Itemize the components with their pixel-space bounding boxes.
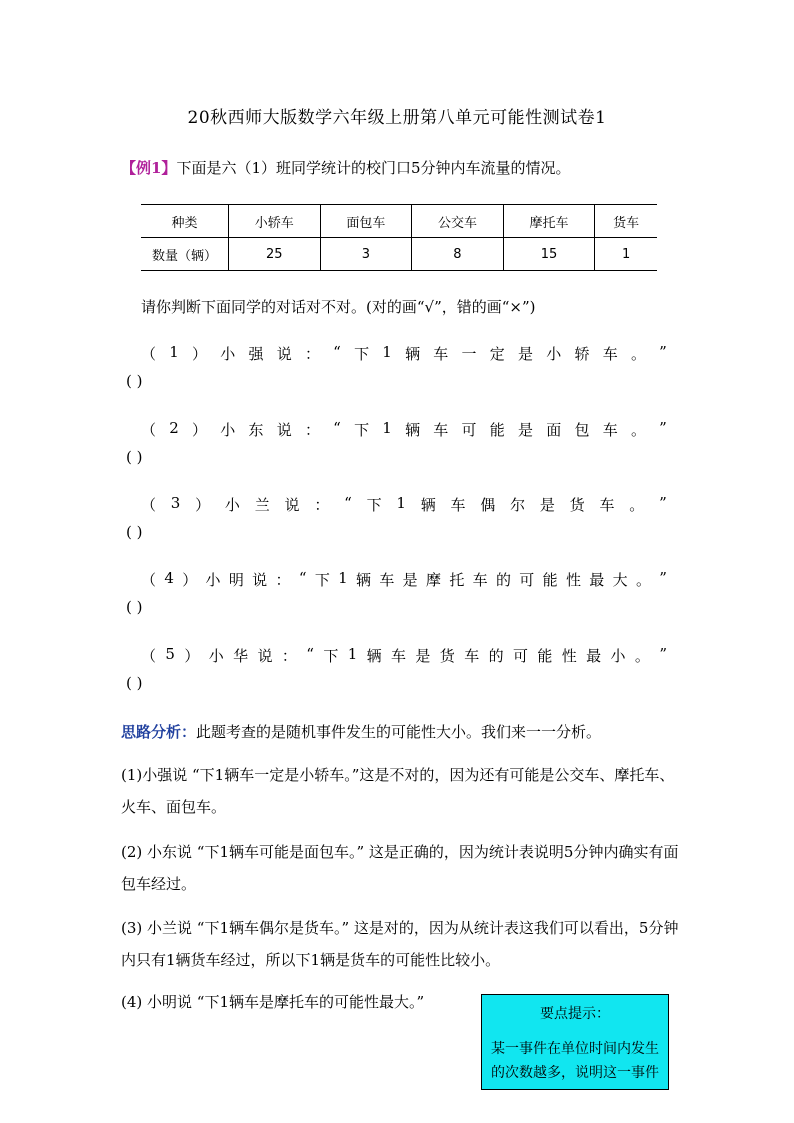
question-char: 。 <box>634 647 650 665</box>
example-tag: 【例1】 <box>121 159 177 177</box>
question-1 <box>141 343 667 364</box>
table-header-cell: 公交车 <box>412 205 504 238</box>
question-char: 是 <box>539 496 555 514</box>
question-char: ： <box>275 571 291 589</box>
traffic-table <box>141 204 657 271</box>
question-char: 辆 <box>356 571 372 589</box>
example-line <box>121 157 571 178</box>
question-char: ” <box>659 343 667 361</box>
question-char: 1 <box>169 343 179 361</box>
question-char: 辆 <box>405 345 421 363</box>
question-char: 。 <box>630 345 646 363</box>
question-char: 小 <box>208 647 224 665</box>
question-char: 2 <box>169 419 179 437</box>
answer-paren-1[interactable]: ( ) <box>126 372 143 390</box>
question-char: 。 <box>630 421 646 439</box>
question-char: 小 <box>205 571 221 589</box>
question-char: 一 <box>461 345 477 363</box>
question-char: 可 <box>461 421 477 439</box>
question-char: 明 <box>228 571 244 589</box>
question-char: 的 <box>495 571 511 589</box>
question-char: 定 <box>489 345 505 363</box>
question-char: 车 <box>379 571 395 589</box>
table-cell: 25 <box>229 238 321 271</box>
question-char: 4 <box>164 569 174 587</box>
question-char: ” <box>659 569 667 587</box>
question-char: 车 <box>464 647 480 665</box>
question-char: ： <box>281 647 297 665</box>
question-char: 东 <box>248 421 264 439</box>
question-char: 车 <box>599 496 615 514</box>
question-char: 车 <box>450 496 466 514</box>
answer-paren-3[interactable]: ( ) <box>126 523 143 541</box>
question-char: 1 <box>338 569 348 587</box>
question-char: ” <box>659 419 667 437</box>
question-char: “ <box>333 419 341 437</box>
table-cell: 15 <box>503 238 595 271</box>
question-char: ） <box>184 647 200 665</box>
table-cell: 数量（辆） <box>141 238 229 271</box>
key-point-box <box>481 994 669 1090</box>
table-cell: 3 <box>320 238 412 271</box>
question-char: 轿 <box>574 345 590 363</box>
question-char: 包 <box>574 421 590 439</box>
question-5 <box>141 645 667 666</box>
table-header-cell: 种类 <box>141 205 229 238</box>
question-char: 能 <box>537 647 553 665</box>
analysis-heading <box>121 721 601 742</box>
tip-body: 某一事件在单位时间内发生的次数越多，说明这一事件 <box>491 1041 659 1081</box>
question-char: 说 <box>284 496 300 514</box>
instruction-prompt: 请你判断下面同学的对话对不对。(对的画“√”，错的画“×”) <box>141 298 536 316</box>
question-char: 偶 <box>480 496 496 514</box>
question-char: （ <box>141 647 157 665</box>
table-header-cell: 小轿车 <box>229 205 321 238</box>
question-char: “ <box>298 569 307 587</box>
tip-title: 要点提示： <box>540 1006 610 1022</box>
question-char: 说 <box>276 345 292 363</box>
question-char: 是 <box>415 647 431 665</box>
question-char: ） <box>195 496 211 514</box>
question-char: 最 <box>589 571 605 589</box>
question-char: ） <box>182 571 198 589</box>
question-char: （ <box>141 571 157 589</box>
question-char: 下 <box>314 571 330 589</box>
analysis-paragraph-4: (4) 小明说 “下1辆车是摩托车的可能性最大。” <box>121 993 425 1011</box>
analysis-paragraph-2: (2) 小东说 “下1辆车可能是面包车。” 这是正确的，因为统计表说明5分钟内确实有面包车经过。 <box>121 843 679 893</box>
question-char: 强 <box>248 345 264 363</box>
page-title: 20秋西师大版数学六年级上册第八单元可能性测试卷1 <box>187 108 607 128</box>
question-char: 下 <box>366 496 382 514</box>
question-char: 尔 <box>510 496 526 514</box>
question-char: 1 <box>382 419 392 437</box>
question-char: 说 <box>257 647 273 665</box>
question-char: 摩 <box>425 571 441 589</box>
question-3 <box>141 494 667 515</box>
analysis-paragraph-1: (1)小强说 “下1辆车一定是小轿车。”这是不对的，因为还有可能是公交车、摩托车、火车、面包车。 <box>121 766 675 816</box>
question-char: 小 <box>546 345 562 363</box>
question-char: 1 <box>347 645 358 663</box>
table-row <box>141 238 657 271</box>
question-4 <box>141 569 667 590</box>
question-char: ： <box>304 421 320 439</box>
question-char: 辆 <box>420 496 436 514</box>
question-char: 小 <box>610 647 626 665</box>
question-char: 可 <box>519 571 535 589</box>
question-char: 5 <box>165 645 175 663</box>
question-char: “ <box>344 494 352 512</box>
question-char: 可 <box>512 647 528 665</box>
question-char: 货 <box>569 496 585 514</box>
table-header-row <box>141 205 657 238</box>
table-header-cell: 摩托车 <box>503 205 595 238</box>
question-char: 下 <box>323 647 339 665</box>
question-char: 车 <box>433 345 449 363</box>
question-char: 3 <box>170 494 181 512</box>
question-char: 性 <box>565 571 581 589</box>
question-char: 是 <box>518 345 534 363</box>
question-char: ： <box>304 345 320 363</box>
question-char: 性 <box>561 647 577 665</box>
question-char: 货 <box>439 647 455 665</box>
question-char: 小 <box>220 345 236 363</box>
answer-paren-4[interactable]: ( ) <box>126 598 143 616</box>
question-char: 说 <box>276 421 292 439</box>
example-text: 下面是六（1）班同学统计的校门口5分钟内车流量的情况。 <box>176 159 571 177</box>
question-char: 华 <box>233 647 249 665</box>
analysis-paragraph-3: (3) 小兰说 “下1辆车偶尔是货车。” 这是对的，因为从统计表这我们可以看出，5分钟内只有1辆货车经过，所以下1辆是货车的可能性比较小。 <box>121 919 679 969</box>
question-char: ” <box>659 645 667 663</box>
question-char: 车 <box>433 421 449 439</box>
question-char: 面 <box>546 421 562 439</box>
question-char: 是 <box>518 421 534 439</box>
table-header-cell: 面包车 <box>320 205 412 238</box>
question-char: 小 <box>224 496 240 514</box>
question-char: 能 <box>489 421 505 439</box>
question-char: ： <box>314 496 330 514</box>
question-char: （ <box>141 345 157 363</box>
question-2 <box>141 419 667 440</box>
question-char: 的 <box>488 647 504 665</box>
question-char: 小 <box>220 421 236 439</box>
question-char: 车 <box>472 571 488 589</box>
question-char: 。 <box>629 496 645 514</box>
question-char: 。 <box>635 571 651 589</box>
question-char: 1 <box>396 494 406 512</box>
question-char: 下 <box>354 421 370 439</box>
table-cell: 8 <box>412 238 504 271</box>
question-char: 最 <box>586 647 602 665</box>
question-char: ） <box>192 421 208 439</box>
answer-paren-2[interactable]: ( ) <box>126 448 143 466</box>
question-char: 是 <box>402 571 418 589</box>
question-char: （ <box>141 421 157 439</box>
question-char: 下 <box>354 345 370 363</box>
question-char: 车 <box>602 345 618 363</box>
question-char: ） <box>192 345 208 363</box>
question-char: 托 <box>449 571 465 589</box>
question-char: 兰 <box>254 496 270 514</box>
question-char: 辆 <box>366 647 382 665</box>
question-char: 车 <box>391 647 407 665</box>
question-char: ” <box>659 494 667 512</box>
question-char: （ <box>141 496 157 514</box>
table-header-cell: 货车 <box>595 205 657 238</box>
question-char: 能 <box>542 571 558 589</box>
question-char: 1 <box>382 343 392 361</box>
answer-paren-5[interactable]: ( ) <box>126 674 143 692</box>
question-char: “ <box>306 645 314 663</box>
analysis-tag: 思路分析： <box>121 723 197 741</box>
question-char: “ <box>333 343 341 361</box>
question-char: 大 <box>612 571 628 589</box>
question-char: 车 <box>602 421 618 439</box>
table-cell: 1 <box>595 238 657 271</box>
analysis-intro: 此题考查的是随机事件发生的可能性大小。我们来一一分析。 <box>196 723 602 741</box>
question-char: 辆 <box>405 421 421 439</box>
question-char: 说 <box>252 571 268 589</box>
